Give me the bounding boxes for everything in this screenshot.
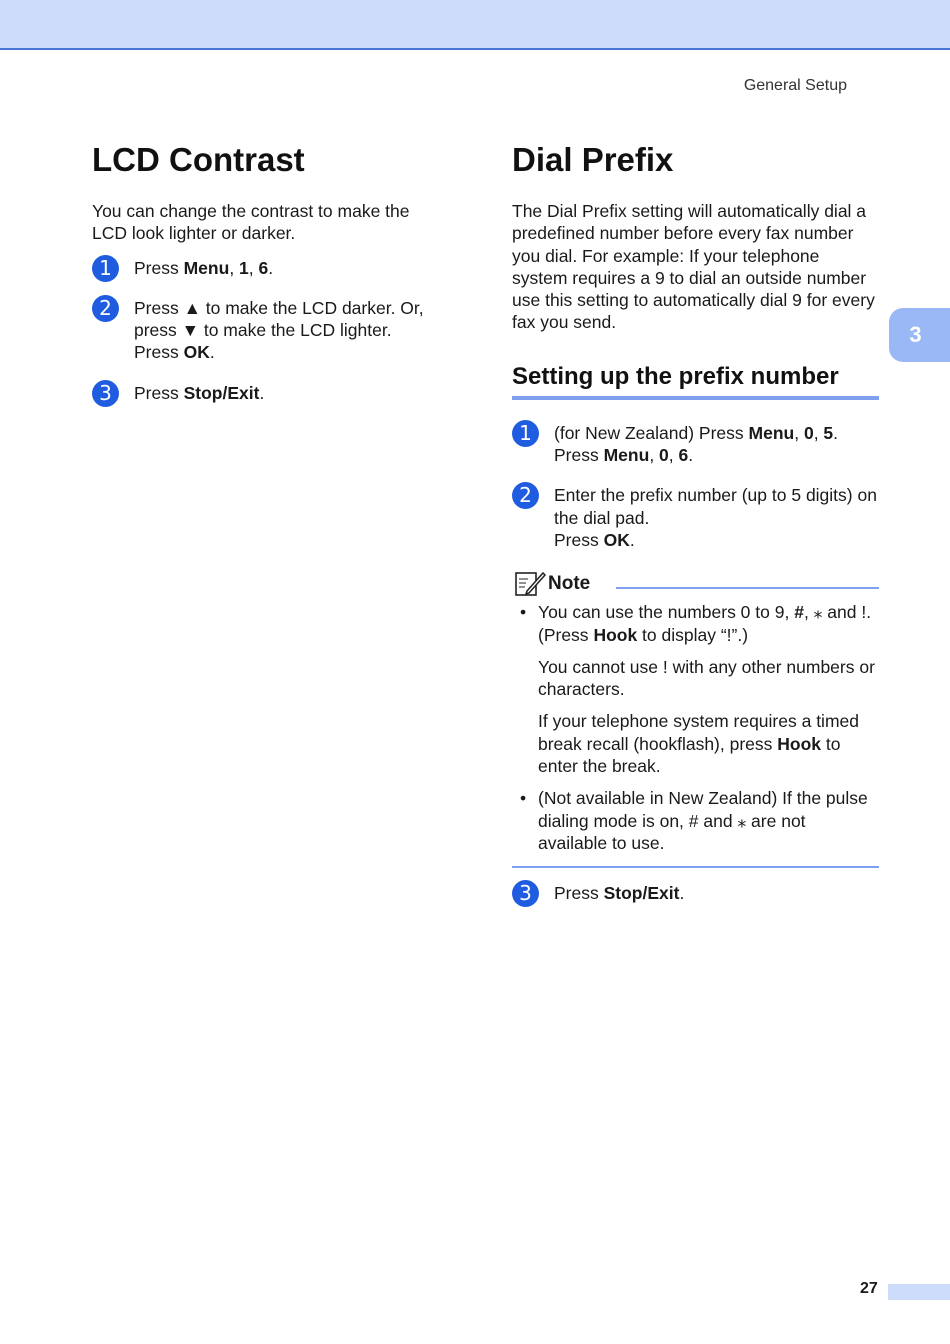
note-end-rule bbox=[512, 866, 879, 868]
step-number-icon: 1 bbox=[92, 255, 119, 282]
note-pencil-icon bbox=[514, 569, 546, 597]
note-item: • (Not available in New Zealand) If the pulse dialing mode is on, # and ⁎ are not available to use. bbox=[520, 788, 868, 853]
step-number-icon: 2 bbox=[92, 295, 119, 322]
header-band bbox=[0, 0, 950, 50]
dial-step-2: 2 Enter the prefix number (up to 5 digits) on the dial pad. Press OK. bbox=[512, 484, 879, 551]
lcd-step-2: 2 Press ▲ to make the LCD darker. Or, press ▼ to make the LCD lighter. Press OK. bbox=[92, 297, 437, 364]
note-item: • You can use the numbers 0 to 9, #, ⁎ and !. (Press Hook to display “!”.) You cannot use ! with any other numbers or characters. If your telephone system requires a timed break recall (hookflash), press Hook to enter the break. bbox=[520, 602, 875, 777]
running-head: General Setup bbox=[743, 77, 847, 94]
lcd-contrast-intro: You can change the contrast to make the LCD look lighter or darker. bbox=[92, 201, 410, 244]
step-number-icon: 2 bbox=[512, 482, 539, 509]
chapter-tab: 3 bbox=[889, 308, 950, 362]
note-title: Note bbox=[548, 573, 591, 595]
dial-prefix-section bbox=[512, 140, 879, 923]
dial-prefix-intro: The Dial Prefix setting will automatically dial a predefined number before every fax number you dial. For example: If your telephone system requires a 9 to dial an outside number use this setting to automatically dial 9 for every fax you send. bbox=[512, 201, 875, 333]
step-number-icon: 3 bbox=[92, 380, 119, 407]
dial-step-3: 3 Press Stop/Exit. bbox=[512, 882, 879, 904]
footer-band bbox=[888, 1284, 950, 1300]
step-number-icon: 1 bbox=[512, 420, 539, 447]
lcd-step-3: 3 Press Stop/Exit. bbox=[92, 382, 437, 404]
dial-prefix-title: Dial Prefix bbox=[512, 141, 674, 178]
note-rule bbox=[616, 587, 879, 589]
dial-step-1: 1 (for New Zealand) Press Menu, 0, 5. Press Menu, 0, 6. bbox=[512, 422, 879, 467]
page-number: 27 bbox=[860, 1280, 878, 1297]
step-number-icon: 3 bbox=[512, 880, 539, 907]
lcd-step-1: 1 Press Menu, 1, 6. bbox=[92, 257, 437, 279]
note-box bbox=[512, 569, 879, 868]
setup-prefix-subtitle: Setting up the prefix number bbox=[512, 362, 879, 400]
lcd-contrast-section bbox=[92, 140, 437, 422]
lcd-contrast-title: LCD Contrast bbox=[92, 141, 305, 178]
